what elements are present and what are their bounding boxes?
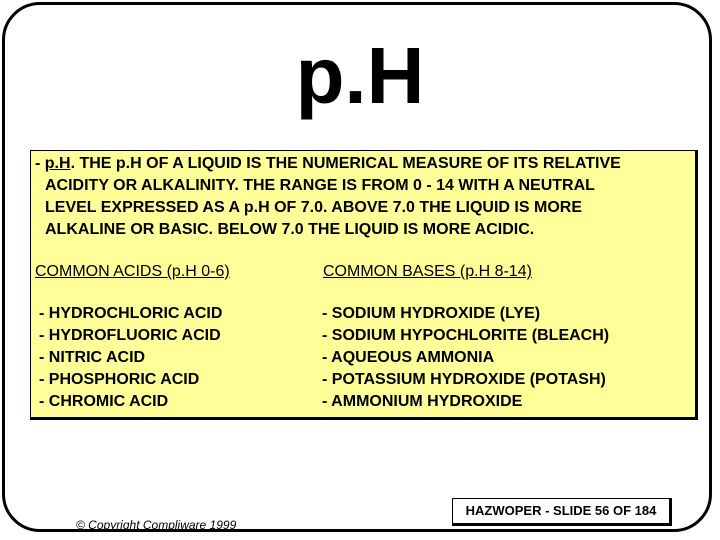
copyright-notice: © Copyright Compliware 1999 xyxy=(76,518,237,532)
base-item: - AMMONIUM HYDROXIDE xyxy=(322,393,523,410)
slide-counter: HAZWOPER - SLIDE 56 OF 184 xyxy=(452,498,672,526)
acids-list xyxy=(39,303,222,413)
page-title: p.H xyxy=(295,31,425,120)
definition-text xyxy=(35,153,695,241)
acid-item: - PHOSPHORIC ACID xyxy=(39,371,200,388)
acids-heading: COMMON ACIDS (p.H 0-6) xyxy=(35,263,230,280)
definition-term: p.H xyxy=(44,155,71,172)
definition-line-1-rest: . THE p.H OF A LIQUID IS THE NUMERICAL MEASURE OF ITS RELATIVE xyxy=(70,155,621,172)
definition-line-4: ALKALINE OR BASIC. BELOW 7.0 THE LIQUID IS MORE ACIDIC. xyxy=(45,221,535,238)
content-panel xyxy=(30,150,698,420)
base-item: - AQUEOUS AMMONIA xyxy=(322,349,495,366)
acid-item: - NITRIC ACID xyxy=(39,349,146,366)
base-item: - SODIUM HYDROXIDE (LYE) xyxy=(322,305,541,322)
acid-item: - HYDROCHLORIC ACID xyxy=(39,305,223,322)
definition-line-3: LEVEL EXPRESSED AS A p.H OF 7.0. ABOVE 7.0 THE LIQUID IS MORE xyxy=(45,199,582,216)
acid-item: - HYDROFLUORIC ACID xyxy=(39,327,221,344)
base-item: - SODIUM HYPOCHLORITE (BLEACH) xyxy=(322,327,610,344)
definition-line-2: ACIDITY OR ALKALINITY. THE RANGE IS FROM 0 - 14 WITH A NEUTRAL xyxy=(45,177,595,194)
bases-list xyxy=(322,303,609,413)
definition-prefix: - xyxy=(35,155,45,172)
definition-line-1 xyxy=(35,153,695,175)
base-item: - POTASSIUM HYDROXIDE (POTASH) xyxy=(322,371,606,388)
acid-item: - CHROMIC ACID xyxy=(39,393,169,410)
bases-heading: COMMON BASES (p.H 8-14) xyxy=(323,263,532,280)
